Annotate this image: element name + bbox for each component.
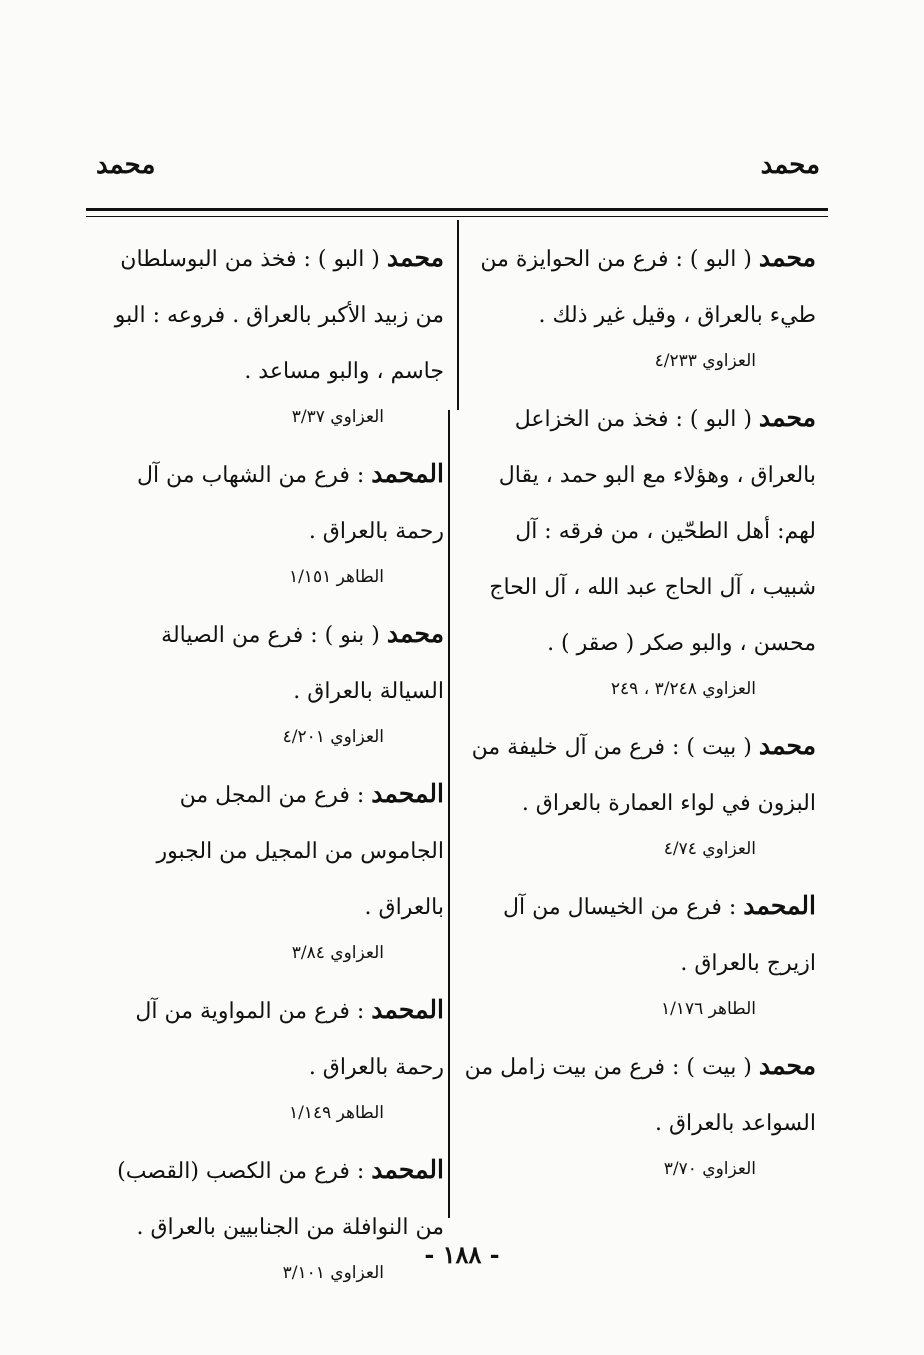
header-rule-thick — [86, 208, 828, 211]
entry-body: : فرع من الشهاب من آل رحمة بالعراق . — [136, 463, 444, 544]
entry-headword: محمد — [386, 619, 444, 648]
column-divider-lower — [448, 410, 450, 1218]
entry-headword: المحمد — [371, 1155, 444, 1184]
entry — [92, 606, 444, 752]
entry-body: : فرع من الكصب (القصب) من النوافلة من الجنابيين بالعراق . — [117, 1159, 444, 1240]
entry-source: الطاهر ١/١٧٦ — [660, 999, 756, 1019]
entry-source: العزاوي ٤/٧٤ — [663, 839, 756, 859]
entry-source: العزاوي ٣/٣٧ — [291, 407, 384, 427]
entry-headword: محمد — [758, 403, 816, 432]
entry-body: ( بيت ) : فرع من بيت زامل من السواعد بالعراق . — [464, 1055, 816, 1136]
entry-source: العزاوي ٣/٧٠ — [663, 1159, 756, 1179]
entry-source: العزاوي ٤/٢٣٣ — [654, 351, 756, 371]
entry-body: ( البو ) : فخذ من الخزاعل بالعراق ، وهؤلاء مع البو حمد ، يقال لهم: أهل الطحّين ، من فرقه : آل شبيب ، آل الحاج عبد الله ، آل الحاج محسن ، والبو صكر ( صقر ) . — [489, 407, 816, 656]
page-number: - ١٨٨ - — [424, 1240, 500, 1269]
entry-body: ( بيت ) : فرع من آل خليفة من البزون في لواء العمارة بالعراق . — [471, 735, 816, 816]
entry-headword: المحمد — [371, 995, 444, 1024]
column-left — [92, 230, 444, 1302]
entry-source: العزاوي ٣/٨٤ — [291, 943, 384, 963]
entry-body: : فرع من الخيسال من آل ازيرج بالعراق . — [502, 895, 816, 976]
entry-headword: المحمد — [371, 459, 444, 488]
entry-source: العزاوي ٣/١٠١ — [282, 1263, 384, 1283]
entry-body: ( بنو ) : فرع من الصيالة السيالة بالعراق . — [161, 623, 444, 704]
entry-headword: محمد — [758, 731, 816, 760]
entry — [462, 718, 816, 864]
entry-source: العزاوي ٤/٢٠١ — [282, 727, 384, 747]
entry-body: : فرع من المجل من الجاموس من المجيل من الجبور بالعراق . — [156, 783, 444, 920]
entry-body: ( البو ) : فرع من الحوايزة من طيء بالعراق ، وقيل غير ذلك . — [480, 247, 816, 328]
running-head-right: محمد — [760, 150, 820, 180]
entry — [462, 390, 816, 704]
entry-body: : فرع من المواوية من آل رحمة بالعراق . — [135, 999, 444, 1080]
entry — [92, 766, 444, 968]
header-rule-thin — [86, 216, 828, 217]
entry — [92, 230, 444, 432]
entry-headword: المحمد — [743, 891, 816, 920]
entry — [462, 230, 816, 376]
running-head-left: محمد — [96, 150, 156, 180]
entry — [92, 982, 444, 1128]
entry-source: العزاوي ٣/٢٤٨ ، ٢٤٩ — [610, 679, 756, 699]
entry-headword: محمد — [758, 1051, 816, 1080]
entry — [462, 878, 816, 1024]
entry — [92, 446, 444, 592]
entry-source: الطاهر ١/١٤٩ — [288, 1103, 384, 1123]
entry-body: ( البو ) : فخذ من البوسلطان من زبيد الأكبر بالعراق . فروعه : البو جاسم ، والبو مساعد . — [114, 247, 444, 384]
entry-headword: محمد — [758, 243, 816, 272]
entry-headword: محمد — [386, 243, 444, 272]
entry — [462, 1038, 816, 1184]
column-divider-upper — [457, 220, 459, 410]
column-right — [462, 230, 816, 1198]
entry-source: الطاهر ١/١٥١ — [288, 567, 384, 587]
entry-headword: المحمد — [371, 779, 444, 808]
